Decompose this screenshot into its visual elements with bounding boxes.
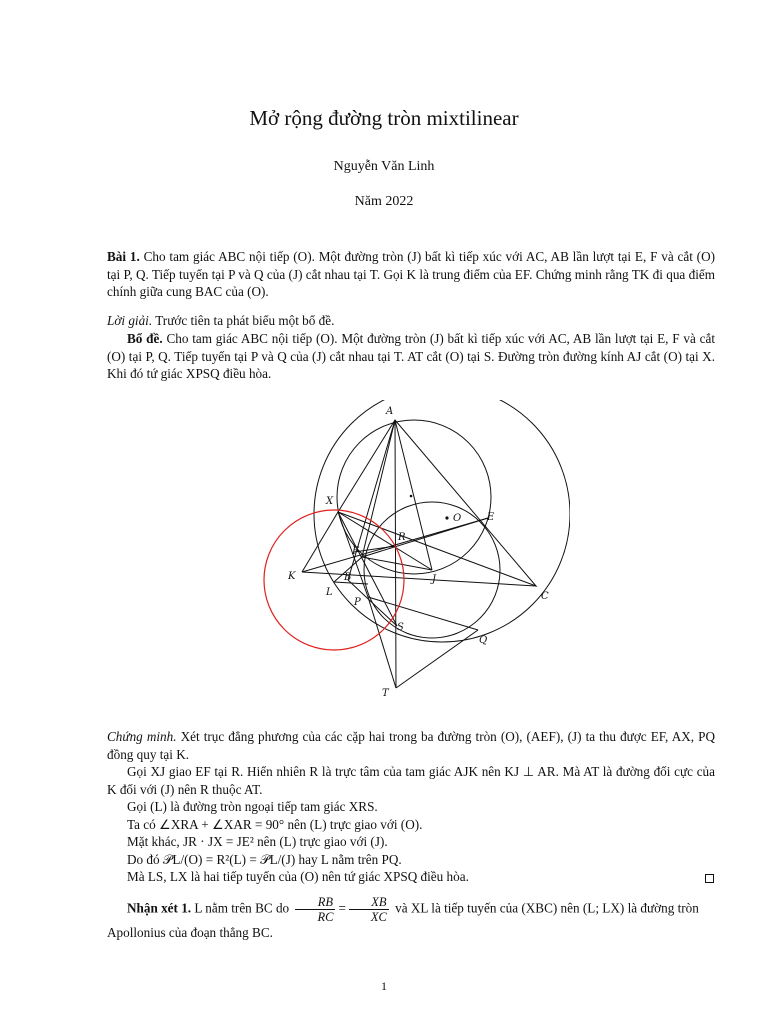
lemma-text: Cho tam giác ABC nội tiếp (O). Một đường tròn (J) bất kì tiếp xúc với AC, AB lần lượt tại E, F và cắt (O) tại P, Q. Tiếp tuyến tại P và Q của (J) cắt nhau tại T. AT cắt (O) tại S. Đường tròn đường kính AJ cắt (O) tại X. Khi đó tứ giác XPSQ điều hòa. [107, 331, 715, 381]
problem-paragraph [107, 248, 715, 301]
label-x: X [326, 496, 334, 507]
line-pt [368, 597, 396, 688]
proof-line-1 [107, 728, 715, 763]
qed-symbol [705, 874, 714, 883]
line-at [395, 420, 396, 688]
fraction-rc: RC [317, 910, 334, 924]
label-q: Q [479, 635, 488, 646]
fraction-rb-rc [295, 895, 335, 924]
label-f: F [352, 546, 359, 557]
equals-sign: = [338, 900, 346, 916]
remark-label: Nhận xét 1. [127, 900, 192, 916]
remark-pre: L nằm trên BC do [191, 900, 293, 916]
label-l: L [326, 587, 333, 598]
lemma-paragraph [107, 330, 715, 383]
label-r: R [398, 532, 406, 543]
remark-post: và XL là tiếp tuyến của (XBC) nên (L; LX) là đường tròn Apollonius của đoạn thẳng BC. [107, 900, 699, 940]
solution-paragraph [107, 312, 715, 330]
solution-text: Trước tiên ta phát biểu một bổ đề. [152, 313, 335, 328]
proof-line-5: Mặt khác, JR · JX = JE² nên (L) trực giao với (J). [127, 834, 388, 849]
proof-text-1: Xét trục đẳng phương của các cặp hai trong ba đường tròn (O), (AEF), (J) ta thu được EF, AX, PQ đồng quy tại K. [107, 729, 715, 762]
fraction-xb-xc [349, 895, 389, 924]
proof-label: Chứng minh. [107, 729, 177, 744]
label-e: E [487, 512, 495, 523]
label-t: T [382, 688, 389, 699]
label-o: O [453, 513, 462, 524]
line-xs [338, 512, 397, 626]
circle-l [264, 510, 404, 650]
lemma-label: Bổ đề. [127, 331, 163, 346]
point-center-aef [410, 495, 413, 498]
solution-label: Lời giải. [107, 313, 153, 328]
proof-line-7: Mà LS, LX là hai tiếp tuyến của (O) nên tứ giác XPSQ điều hòa. [127, 869, 469, 884]
fraction-xc: XC [370, 910, 387, 924]
point-o [445, 516, 448, 519]
triangle-abc [338, 420, 536, 586]
label-s: S [397, 622, 404, 633]
proof-line-4: Ta có ∠XRA + ∠XAR = 90° nên (L) trực giao với (O). [127, 816, 423, 832]
proof-line-3: Gọi (L) là đường tròn ngoại tiếp tam giác XRS. [127, 799, 378, 814]
proof-paragraph [107, 728, 715, 886]
date: Năm 2022 [354, 194, 414, 209]
label-c: C [541, 591, 549, 602]
remark-paragraph [107, 895, 715, 942]
label-k: K [288, 571, 296, 582]
geometry-figure [250, 400, 570, 705]
label-a: A [386, 406, 394, 417]
label-b: B [344, 572, 352, 583]
label-p: P [354, 597, 361, 608]
page-title: Mở rộng đường tròn mixtilinear [249, 106, 519, 130]
fraction-rb: RB [295, 895, 335, 910]
label-j: J [432, 574, 437, 585]
page-number: 1 [381, 979, 387, 993]
proof-line-2: Gọi XJ giao EF tại R. Hiển nhiên R là trực tâm của tam giác AJK nên KJ ⊥ AR. Mà AT là đường đối cực của K đối với (J) nên R thuộc AT. [107, 764, 715, 797]
proof-line-6: Do đó 𝒫L/(O) = R²(L) = 𝒫L/(J) hay L nằm trên PQ. [127, 851, 402, 867]
author: Nguyễn Văn Linh [333, 159, 435, 174]
problem-text: Cho tam giác ABC nội tiếp (O). Một đường tròn (J) bất kì tiếp xúc với AC, AB lần lượt tại E, F và cắt (O) tại P, Q. Tiếp tuyến tại P và Q của (J) cắt nhau tại T. Gọi K là trung điểm của EF. Chứng minh rằng TK đi qua điểm chính giữa cung BAC của (O). [107, 249, 715, 299]
problem-label: Bài 1. [107, 249, 140, 264]
line-pq [368, 597, 478, 630]
fraction-xb: XB [349, 895, 389, 910]
line-qt [396, 630, 478, 688]
